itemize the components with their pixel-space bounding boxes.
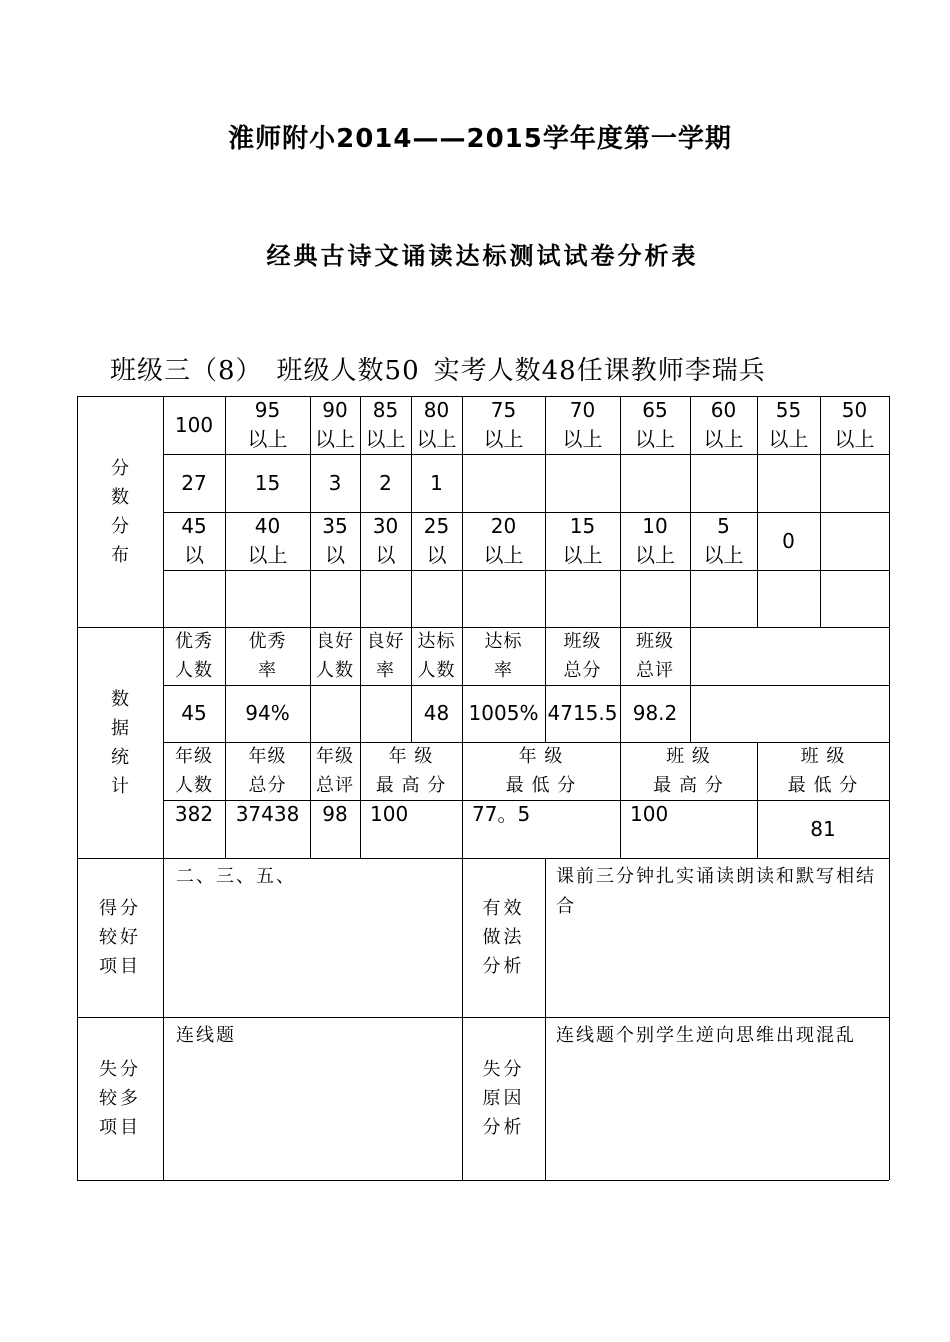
score-count-low-5	[462, 570, 545, 627]
title-line-1: 淮师附小2014——2015学年度第一学期	[228, 124, 732, 154]
tested-count: 实考人数48	[433, 356, 577, 386]
stats-section-label: 数 据 统 计	[111, 688, 129, 797]
score-header-low-10	[820, 512, 889, 570]
score-count-6	[545, 454, 620, 512]
score-header-low-1: 40 以上	[247, 514, 288, 567]
score-count-low-7	[620, 570, 690, 627]
score-header-low-3: 30 以	[372, 514, 399, 567]
method-content: 课前三分钟扎实诵读朗读和默写相结合	[556, 866, 876, 917]
score-count-8	[690, 454, 757, 512]
score-count-low-1	[225, 570, 310, 627]
score-header-low-5: 20 以上	[483, 514, 524, 567]
poor-items-label: 失分 较多 项目	[99, 1059, 141, 1138]
score-header-low-9: 0	[782, 528, 795, 553]
score-count-low-10	[820, 570, 889, 627]
stats-value-7: 98.2	[632, 701, 678, 725]
stats-value-6: 4715.5	[547, 701, 618, 725]
stats-header-low-0: 年级 人数	[175, 746, 213, 796]
method-label: 有效 做法 分析	[482, 898, 525, 977]
stats-header-7: 班级 总评	[636, 631, 674, 681]
stats-header-low-3: 年 级 最 高 分	[375, 746, 447, 796]
score-header-low-4: 25 以	[423, 514, 450, 567]
stats-header-low-2: 年级 总评	[316, 746, 354, 796]
stats-value-low-4: 77。5	[472, 802, 531, 826]
score-count-3: 2	[379, 470, 392, 495]
score-header-low-7: 10 以上	[635, 514, 675, 567]
score-header-10: 50 以上	[834, 398, 875, 451]
good-items-content: 二、三、五、	[176, 866, 296, 887]
table-rule	[545, 858, 546, 1180]
score-header-7: 65 以上	[635, 398, 675, 451]
good-items-label: 得分 较好 项目	[99, 898, 141, 977]
score-header-low-0: 45 以	[181, 514, 207, 567]
stats-value-low-5: 100	[630, 802, 669, 826]
class-info	[110, 350, 780, 387]
stats-header-5: 达标 率	[484, 631, 523, 681]
score-count-low-2	[310, 570, 360, 627]
score-count-9	[757, 454, 820, 512]
score-count-low-4	[411, 570, 462, 627]
stats-value-5: 1005%	[468, 701, 539, 725]
stats-header-low-1: 年级 总分	[248, 746, 287, 796]
score-count-1: 15	[254, 470, 281, 495]
stats-header-low-4: 年 级 最 低 分	[505, 746, 577, 796]
score-header-1: 95 以上	[247, 398, 288, 451]
score-header-9: 55 以上	[768, 398, 809, 451]
stats-value-3	[360, 685, 411, 742]
stats-header-1: 优秀 率	[248, 631, 287, 681]
stats-value-4: 48	[423, 701, 450, 725]
stats-value-1: 94%	[245, 701, 290, 725]
score-count-2: 3	[328, 470, 342, 495]
title-line-2: 经典古诗文诵读达标测试试卷分析表	[266, 242, 699, 270]
stats-header-6: 班级 总分	[563, 631, 602, 681]
score-count-low-8	[690, 570, 757, 627]
score-header-8: 60 以上	[703, 398, 744, 451]
score-header-0: 100	[174, 412, 214, 437]
score-header-3: 85 以上	[365, 398, 406, 451]
stats-value-low-0: 382	[174, 802, 214, 826]
score-count-5	[462, 454, 545, 512]
reason-content: 连线题个别学生逆向思维出现混乱	[556, 1025, 856, 1046]
teacher: 任课教师李瑞兵	[576, 356, 766, 386]
score-header-2: 90 以上	[315, 398, 355, 451]
poor-items-content: 连线题	[176, 1025, 236, 1046]
score-count-7	[620, 454, 690, 512]
reason-label: 失分 原因 分析	[482, 1059, 525, 1138]
stats-header-4: 达标 人数	[417, 631, 456, 681]
score-count-10	[820, 454, 889, 512]
stats-header-2: 良好 人数	[316, 631, 354, 681]
score-count-low-0	[163, 570, 225, 627]
score-count-low-6	[545, 570, 620, 627]
class-size: 班级人数50	[276, 356, 420, 386]
stats-header-low-6: 班 级 最 低 分	[787, 746, 859, 796]
score-header-low-6: 15 以上	[562, 514, 603, 567]
score-header-low-8: 5 以上	[703, 514, 744, 567]
stats-value-0: 45	[181, 701, 207, 725]
score-header-low-2: 35 以	[322, 514, 348, 567]
table-border-bottom	[77, 1180, 889, 1181]
stats-value-low-6: 81	[810, 816, 836, 841]
score-section-label: 分 数 分 布	[111, 457, 129, 566]
table-border-right	[889, 396, 890, 1180]
score-header-4: 80 以上	[416, 398, 457, 451]
class-name: 班级三（8）	[110, 356, 263, 386]
stats-header-low-5: 班 级 最 高 分	[653, 746, 724, 796]
stats-value-low-1: 37438	[235, 802, 300, 826]
score-header-5: 75 以上	[483, 398, 524, 451]
stats-header-3: 良好 率	[366, 631, 405, 681]
score-count-low-9	[757, 570, 820, 627]
stats-value-low-3: 100	[370, 802, 409, 826]
score-count-0: 27	[181, 470, 207, 495]
score-count-4: 1	[430, 470, 443, 495]
stats-value-low-2: 98	[322, 802, 348, 826]
score-count-low-3	[360, 570, 411, 627]
stats-value-2	[310, 685, 360, 742]
stats-header-0: 优秀 人数	[175, 631, 213, 681]
score-header-6: 70 以上	[562, 398, 603, 451]
table-rule	[690, 627, 691, 742]
